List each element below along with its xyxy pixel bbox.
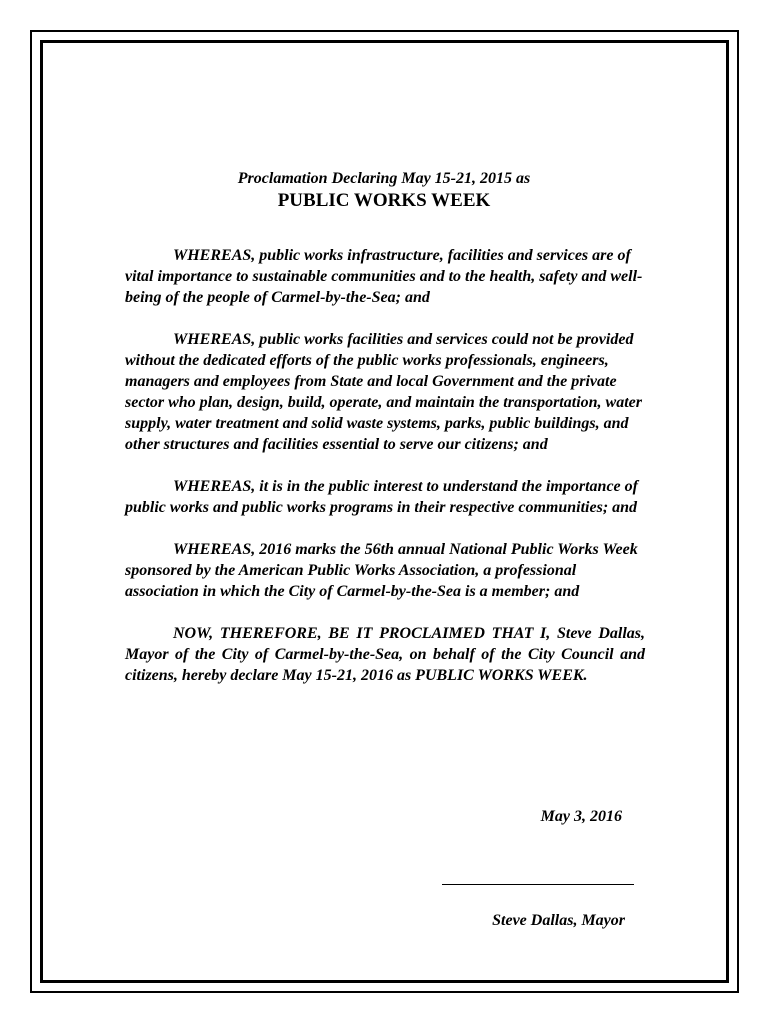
signature-line	[442, 884, 634, 885]
proclamation-title: PUBLIC WORKS WEEK	[277, 190, 491, 211]
signer-name: Steve Dallas, Mayor	[492, 912, 625, 929]
whereas-paragraph-3: WHEREAS, it is in the public interest to understand the importance of public works and public works programs in their respective communities; and	[125, 478, 638, 516]
whereas-paragraph-4: WHEREAS, 2016 marks the 56th annual National Public Works Week sponsored by the American Public Works Association, a professional association in which the City of Carmel-by-the-Sea is a member; and	[125, 541, 638, 600]
proclamation-body	[125, 245, 645, 707]
whereas-paragraph-2: WHEREAS, public works facilities and services could not be provided without the dedicated efforts of the public works professionals, engineers, managers and employees from State and local Government and the private sector who plan, design, build, operate, and maintain the transportation, water supply, water treatment and solid waste systems, parks, public buildings, and other structures and facilities essential to serve our citizens; and	[125, 331, 642, 453]
proclaimed-paragraph: NOW, THEREFORE, BE IT PROCLAIMED THAT I, Steve Dallas, Mayor of the City of Carmel-by-the-Sea, on behalf of the City Council and citizens, hereby declare May 15-21, 2016 as PUBLIC WORKS WEEK.	[125, 625, 645, 684]
whereas-paragraph-1: WHEREAS, public works infrastructure, facilities and services are of vital importance to sustainable communities and to the health, safety and well-being of the people of Carmel-by-the-Sea; and	[125, 247, 643, 306]
proclamation-date: May 3, 2016	[540, 808, 622, 825]
proclamation-subtitle: Proclamation Declaring May 15-21, 2015 as	[237, 170, 531, 187]
